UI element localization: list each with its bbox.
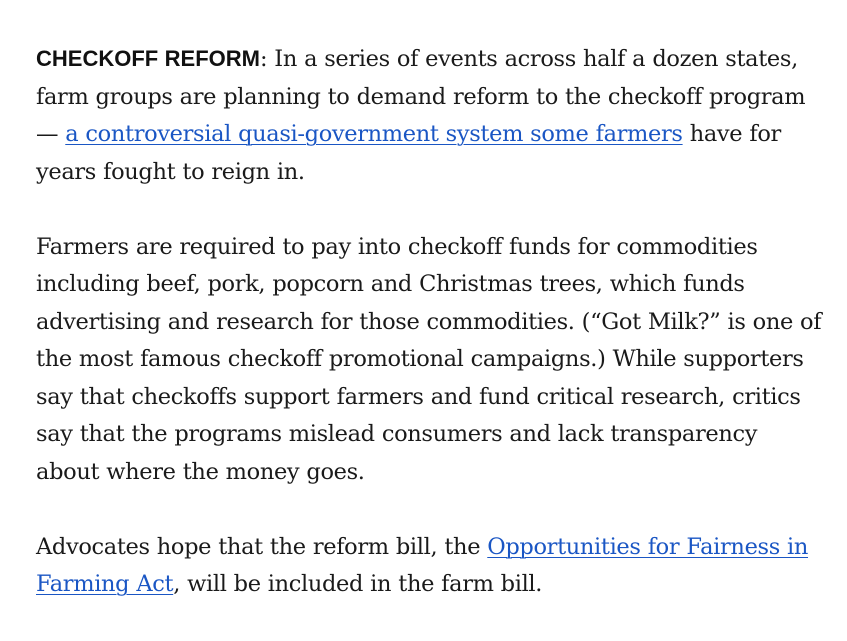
paragraph-text: : In a series of events across half a dozen states, farm groups are planning to demand reform to the checkoff program — — [36, 46, 806, 147]
paragraph-text: Advocates hope that the reform bill, the — [36, 533, 488, 560]
paragraph-advocates — [36, 529, 826, 604]
paragraph-text: have for years fought to reign in. — [36, 121, 781, 185]
article-body — [36, 40, 826, 641]
checkoff-system-link[interactable]: a controversial quasi-government system some farmers — [65, 121, 683, 147]
paragraph-text: , will be included in the farm bill. — [173, 571, 543, 597]
paragraph-checkoff-reform — [36, 40, 826, 191]
fairness-in-farming-act-link[interactable]: Opportunities for Fairness in Farming Act — [36, 533, 809, 597]
paragraph-checkoff-funds: Farmers are required to pay into checkoff funds for commodities including beef, pork, popcorn and Christmas trees, which funds advertising and research for those commodities. (“Got Milk?” is one of the most famous checkoff promotional campaigns.) While supporters say that checkoffs support farmers and fund critical research, critics say that the programs mislead consumers and lack transparency about where the money goes. — [36, 233, 822, 485]
section-lead-label: CHECKOFF REFORM — [36, 46, 260, 71]
